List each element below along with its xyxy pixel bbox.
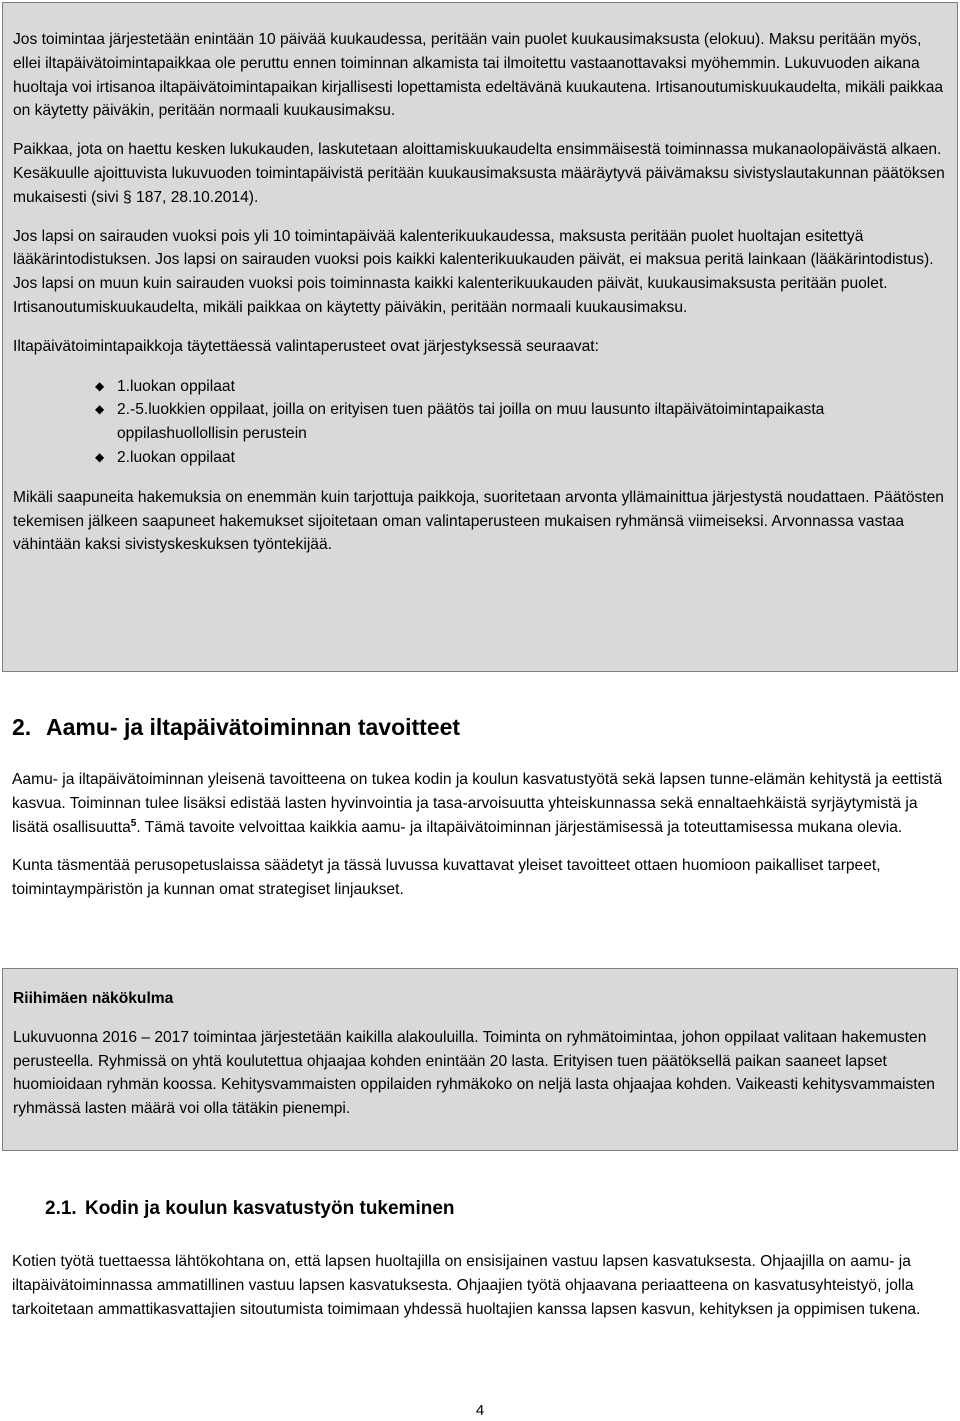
diamond-bullet-icon: ◆ — [95, 402, 105, 417]
goals-text-after: . Tämä tavoite velvoittaa kaikkia aamu- ja iltapäivätoiminnan järjestämisessä ja toteuttamisessa mukana olevia. — [136, 818, 903, 836]
selection-criteria-intro: Iltapäivätoimintapaikkoja täytettäessä valintaperusteet ovat järjestyksessä seuraavat: — [13, 337, 599, 355]
fee-paragraph-1: Jos toimintaa järjestetään enintään 10 päivää kuukaudessa, peritään vain puolet kuukausimaksusta (elokuu). Maksu peritään myös, ellei iltapäivätoimintapaikkaa ole peruttu ennen toiminnan alkamista tai ilmoitettu vastaanottavaksi myöhemmin. Lukuvuoden aikana huoltaja voi irtisanoa iltapäivätoimintapaikan kirjallisesti lopettamista edeltävänä kuukautena. Irtisanoutumiskuukaudelta, mikäli paikkaa on käytetty päiväkin, peritään normaali kuukausimaksu. — [13, 31, 944, 120]
section-heading — [12, 714, 460, 741]
diamond-bullet-icon: ◆ — [95, 378, 105, 393]
fee-paragraph-3: Jos lapsi on sairauden vuoksi pois yli 10 toimintapäivää kalenterikuukaudessa, maksusta peritään puolet huoltajan esitettyä lääkärintodistuksen. Jos lapsi on sairauden vuoksi pois kaikki kalenterikuukauden päivät, ei maksua peritä lainkaan (lääkärintodistus). Jos lapsi on muun kuin sairauden vuoksi pois toiminnasta kaikki kalenterikuukauden päivät, kuukausimaksusta peritään puolet. Irtisanoutumiskuukaudelta, mikäli paikkaa on käytetty päiväkin, peritään normaali kuukausimaksu. — [13, 227, 934, 316]
list-item — [93, 375, 947, 399]
selection-criteria-list — [13, 375, 947, 470]
section-number: 2. — [12, 714, 32, 740]
diamond-bullet-icon: ◆ — [95, 449, 105, 464]
list-item-text: 2.luokan oppilaat — [117, 448, 235, 466]
info-box-fees — [2, 2, 958, 672]
list-item — [93, 398, 947, 446]
list-item — [93, 446, 947, 470]
subsection-title: Kodin ja koulun kasvatustyön tukeminen — [85, 1198, 455, 1219]
lottery-paragraph: Mikäli saapuneita hakemuksia on enemmän kuin tarjottuja paikkoja, suoritetaan arvonta yllämainittua järjestystä noudattaen. Päätösten tekemisen jälkeen saapuneet hakemukset sijoitetaan oman valintaperusteen mukaisen ryhmänsä viimeiseksi. Arvonnassa vastaa vähintään kaksi sivistyskeskuksen työntekijää. — [13, 488, 944, 554]
goals-paragraph-2: Kunta täsmentää perusopetuslaissa säädetyt ja tässä luvussa kuvattavat yleiset tavoitteet ottaen huomioon paikalliset tarpeet, toimintaympäristön ja kunnan omat strategiset linjaukset. — [12, 857, 881, 899]
list-item-text: 1.luokan oppilaat — [117, 377, 235, 395]
footnote-ref: 5 — [130, 817, 137, 829]
subsection-paragraph: Kotien työtä tuettaessa lähtökohtana on, että lapsen huoltajilla on ensisijainen vastuu lapsen kasvatuksesta. Ohjaajilla on aamu- ja iltapäivätoiminnassa ammatillinen vastuu lapsen kasvatuksesta. Ohjaajien työtä ohjaavana periaatteena on kasvatusyhteistyö, jolla tarkoitetaan ammattikasvattajien sitoutumista toimimaan yhdessä huoltajien kanssa lapsen kasvun, kehityksen ja oppimisen tukena. — [12, 1253, 921, 1318]
page-number: 4 — [475, 1402, 485, 1419]
section-body — [12, 768, 948, 902]
info-box-riihimaki — [2, 968, 958, 1151]
section-title: Aamu- ja iltapäivätoiminnan tavoitteet — [46, 714, 461, 740]
box-title: Riihimäen näkökulma — [13, 990, 174, 1007]
subsection-body — [12, 1250, 948, 1321]
riihimaki-paragraph: Lukuvuonna 2016 – 2017 toimintaa järjestetään kaikilla alakouluilla. Toiminta on ryhmätoimintaa, johon oppilaat valitaan hakemusten perusteella. Ryhmissä on yhtä koulutettua ohjaajaa kohden enintään 20 lasta. Erityisen tuen päätöksellä paikan saaneet lapset huomioidaan ryhmän koossa. Kehitysvammaisten oppilaiden ryhmäkoko on neljä lasta ohjaajaa kohden. Vaikeasti kehitysvammaisten ryhmässä lasten määrä voi olla tätäkin pienempi. — [13, 1028, 935, 1118]
goals-text: Aamu- ja iltapäivätoiminnan yleisenä tavoitteena on tukea kodin ja koulun kasvatustyötä sekä lapsen tunne-elämän kehitystä ja eettistä kasvua. Toiminnan tulee lisäksi edistää lasten hyvinvointia ja tasa-arvoisuutta yhteiskunnassa sekä ennaltaehkäistä syrjäytymistä ja lisätä osallisuutta — [12, 771, 943, 836]
list-item-text: 2.-5.luokkien oppilaat, joilla on erityisen tuen päätös tai joilla on muu lausunto iltapäivätoimintapaikasta oppilashuollollisin perustein — [117, 401, 825, 443]
subsection-number: 2.1. — [45, 1198, 77, 1219]
subsection-heading — [45, 1198, 455, 1220]
goals-paragraph-1 — [12, 768, 948, 839]
fee-paragraph-2: Paikkaa, jota on haettu kesken lukukauden, laskutetaan aloittamiskuukaudelta ensimmäisestä toiminnassa mukanaolopäivästä alkaen. Kesäkuulle ajoittuvista lukuvuoden toimintapäivistä peritään kuukausimaksusta määräytyvä päivämaksu sivistyslautakunnan päätöksen mukaisesti (sivi § 187, 28.10.2014). — [13, 141, 945, 206]
